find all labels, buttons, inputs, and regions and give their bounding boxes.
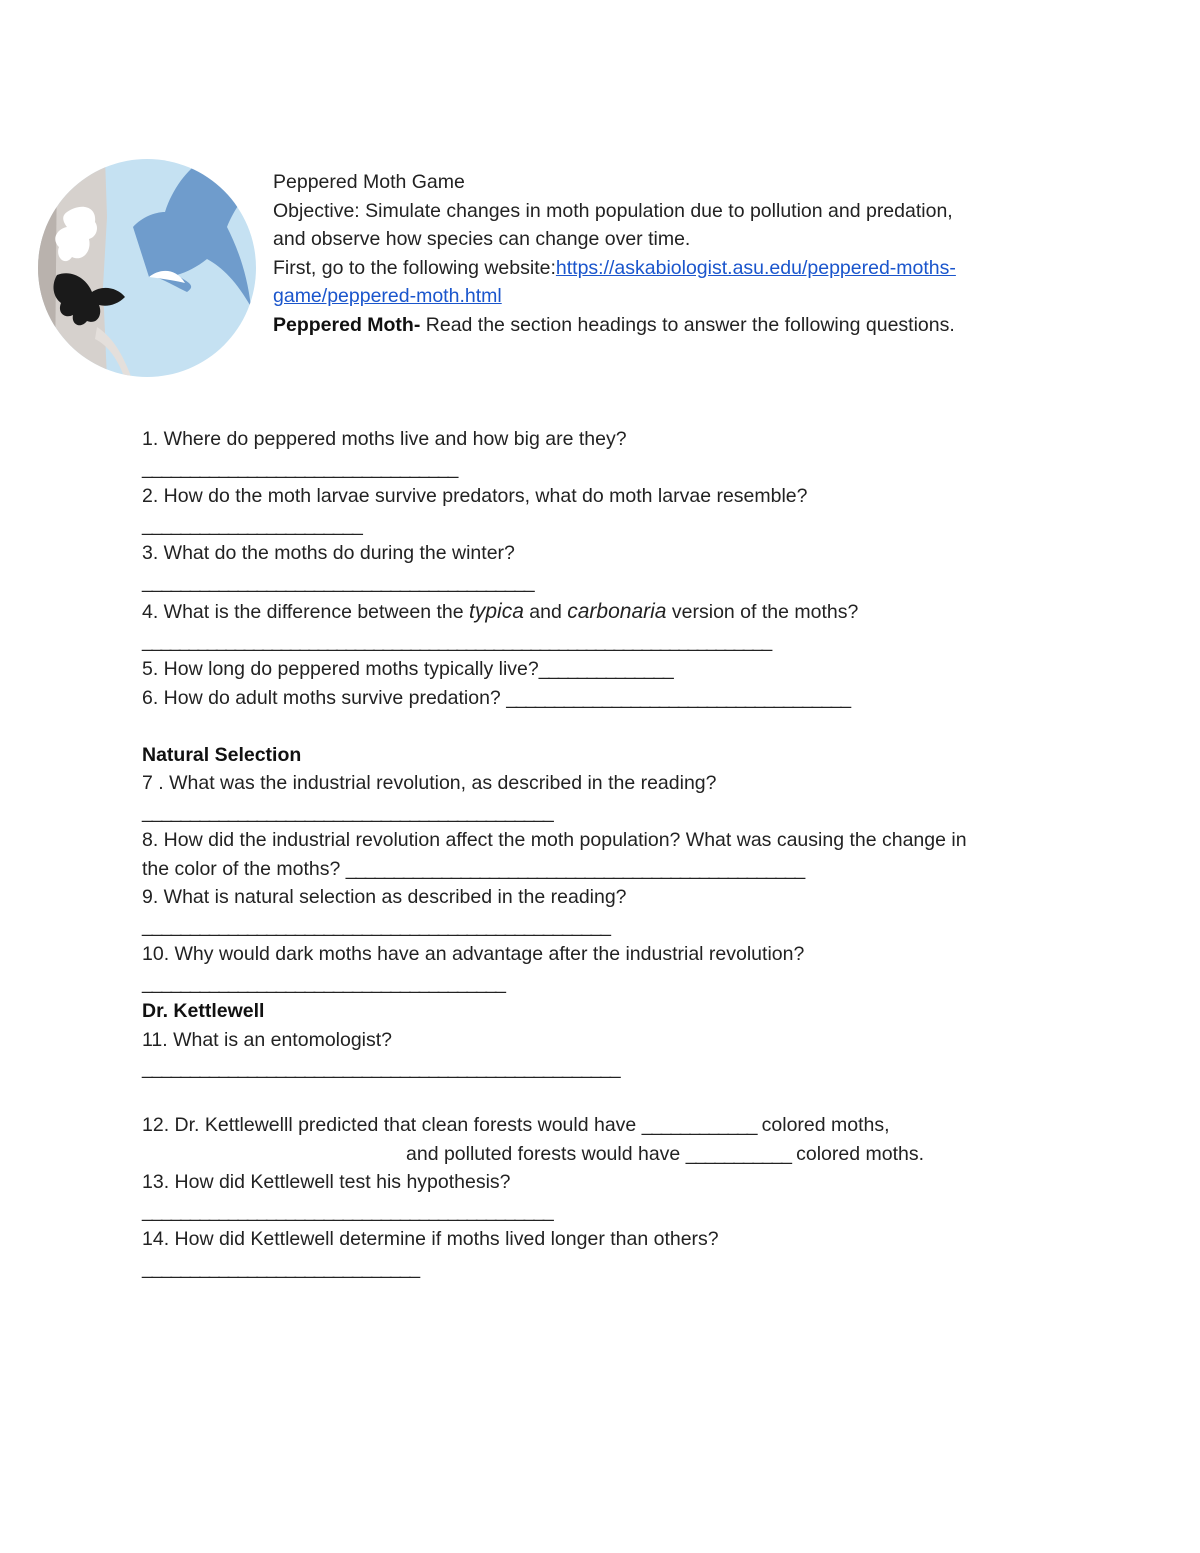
peppered-moth-logo — [37, 157, 257, 379]
question-11: 11. What is an entomologist? — [142, 1028, 393, 1051]
answer-blank-12b[interactable]: ___________ — [685, 1142, 791, 1165]
question-12 — [142, 1111, 1102, 1140]
section-instruction-text: Read the section headings to answer the following questions. — [420, 313, 955, 336]
question-12-mid: colored moths, — [756, 1114, 890, 1136]
answer-blank-11[interactable]: __________________________________________________ — [142, 1057, 620, 1079]
term-typica: typica — [469, 600, 524, 623]
question-list — [142, 425, 1102, 1282]
question-4-text: 4. What is the difference between the — [142, 601, 470, 623]
question-13: 13. How did Kettlewell test his hypothesis? — [142, 1171, 511, 1193]
website-link[interactable]: https://askabiologist.asu.edu/peppered-moths- — [555, 256, 956, 279]
question-5-text: 5. How long do peppered moths typically live? — [142, 658, 539, 680]
question-7: 7 . What was the industrial revolution, as described in the reading? — [142, 772, 717, 794]
answer-blank-13[interactable]: ___________________________________________ — [142, 1199, 553, 1222]
term-carbonaria: carbonaria — [567, 600, 667, 623]
objective-line-2: and observe how species can change over time. — [273, 228, 691, 250]
answer-blank-8[interactable]: ________________________________________________ — [345, 857, 804, 880]
answer-blank-5[interactable]: ______________ — [538, 658, 673, 680]
question-9: 9. What is natural selection as described in the reading? — [142, 886, 627, 908]
answer-blank-12a[interactable]: ____________ — [641, 1114, 757, 1136]
question-14: 14. How did Kettlewell determine if moths lived longer than others? — [142, 1228, 719, 1250]
answer-blank-14[interactable]: _____________________________ — [142, 1256, 419, 1279]
question-6-text: 6. How do adult moths survive predation? — [142, 686, 507, 709]
natural-selection-heading: Natural Selection — [142, 743, 302, 766]
question-8-text: the color of the moths? — [142, 857, 346, 880]
question-5 — [142, 655, 1102, 684]
question-12-text: 12. Dr. Kettlewelll predicted that clean forests would have — [142, 1114, 642, 1136]
question-8: 8. How did the industrial revolution affect the moth population? What was causing the change in — [142, 829, 967, 851]
question-4 — [142, 598, 1102, 627]
section-heading: Peppered Moth- — [273, 313, 421, 336]
answer-blank-3[interactable]: _________________________________________ — [142, 570, 534, 593]
question-12-line2: and polluted forests would have — [406, 1142, 686, 1165]
question-2: 2. How do the moth larvae survive predators, what do moth larvae resemble? — [142, 485, 808, 507]
question-12-cont — [142, 1140, 1102, 1169]
objective-line-1: Objective: Simulate changes in moth population due to pollution and predation, — [273, 199, 953, 222]
question-4-and: and — [523, 601, 568, 623]
answer-blank-1[interactable]: _________________________________ — [142, 456, 457, 479]
kettlewell-heading: Dr. Kettlewell — [142, 1000, 265, 1022]
page-title: Peppered Moth Game — [273, 171, 465, 193]
answer-blank-4[interactable]: ____________________________________________________________________ — [142, 629, 771, 652]
question-12-end: colored moths. — [790, 1142, 924, 1165]
answer-blank-10[interactable]: ______________________________________ — [142, 971, 505, 994]
worksheet-header — [273, 168, 1073, 339]
website-line — [273, 254, 1073, 283]
answer-blank-2[interactable]: _______________________ — [142, 513, 362, 536]
question-1: 1. Where do peppered moths live and how big are they? — [142, 428, 627, 450]
section-instruction — [273, 311, 1073, 340]
question-6 — [142, 684, 1102, 713]
website-prefix: First, go to the following website: — [273, 256, 556, 279]
question-8-cont — [142, 855, 1102, 884]
answer-blank-6[interactable]: ____________________________________ — [506, 686, 850, 709]
question-10: 10. Why would dark moths have an advantage after the industrial revolution? — [142, 943, 805, 965]
website-link-continued[interactable]: game/peppered-moth.html — [273, 285, 502, 307]
question-3: 3. What do the moths do during the winter? — [142, 542, 515, 564]
answer-blank-9[interactable]: _________________________________________________ — [142, 914, 610, 937]
answer-blank-7[interactable]: ___________________________________________ — [142, 800, 553, 823]
question-4-end: version of the moths? — [666, 601, 859, 623]
